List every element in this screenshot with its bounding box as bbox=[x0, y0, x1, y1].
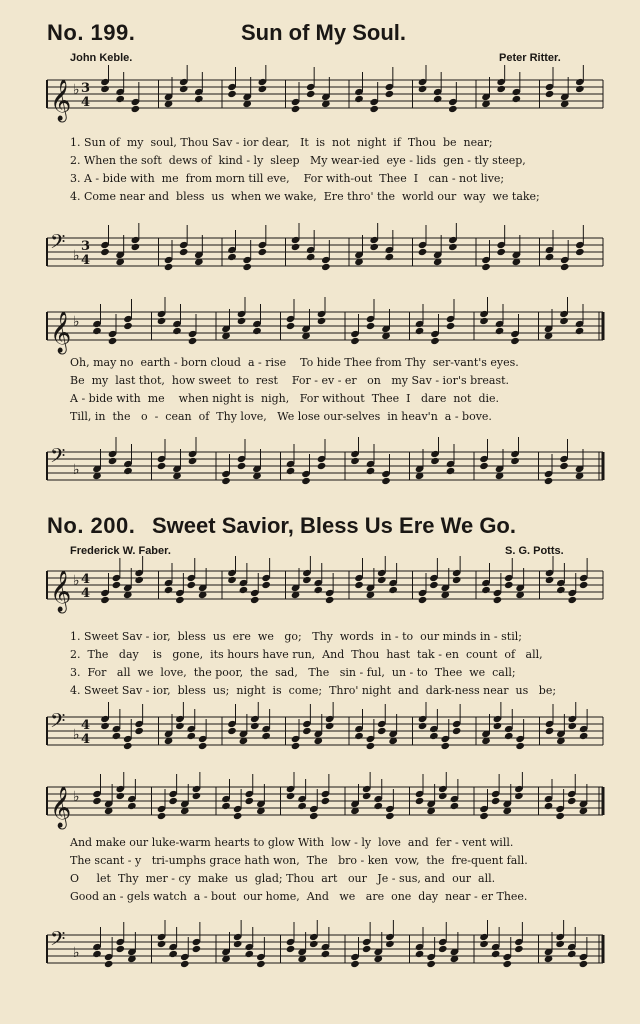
notehead bbox=[112, 732, 122, 740]
notehead bbox=[286, 792, 296, 800]
notehead bbox=[362, 792, 372, 800]
notehead bbox=[510, 457, 520, 465]
notehead bbox=[481, 263, 491, 271]
notehead bbox=[545, 253, 555, 261]
notehead bbox=[301, 477, 311, 485]
flat-key-icon: ♭ bbox=[73, 314, 80, 330]
time-signature-top: 3 bbox=[81, 239, 91, 254]
notehead bbox=[377, 576, 387, 584]
notehead bbox=[221, 802, 231, 810]
notehead bbox=[134, 727, 144, 735]
notehead bbox=[354, 95, 364, 103]
notehead bbox=[164, 586, 174, 594]
notehead bbox=[92, 797, 102, 805]
notehead bbox=[242, 263, 252, 271]
notehead bbox=[237, 317, 247, 325]
notehead bbox=[123, 742, 133, 750]
notehead bbox=[157, 462, 167, 470]
notehead bbox=[502, 960, 512, 968]
notehead bbox=[256, 960, 266, 968]
time-signature-bottom: 4 bbox=[81, 586, 91, 601]
notehead bbox=[252, 327, 262, 335]
notehead bbox=[567, 596, 577, 604]
notehead bbox=[496, 248, 506, 256]
notehead bbox=[286, 322, 296, 330]
hymn-199-number: No. 199. bbox=[47, 20, 136, 45]
notehead bbox=[479, 317, 489, 325]
notehead bbox=[115, 95, 125, 103]
notehead bbox=[227, 727, 237, 735]
notehead bbox=[385, 90, 395, 98]
flat-key-icon: ♭ bbox=[73, 82, 80, 98]
notehead bbox=[317, 462, 327, 470]
hymn-199-verse-3-line-2: A - bide with me when night is nigh, For without Thee I dare not die. bbox=[70, 392, 500, 405]
time-signature-bottom: 4 bbox=[81, 253, 91, 268]
time-signature-top: 4 bbox=[81, 718, 91, 733]
flat-key-icon: ♭ bbox=[73, 462, 80, 478]
notehead bbox=[373, 802, 383, 810]
notehead bbox=[180, 960, 190, 968]
notehead bbox=[291, 742, 301, 750]
notehead bbox=[115, 945, 125, 953]
bass-clef-icon: 𝄢 bbox=[50, 230, 66, 258]
notehead bbox=[321, 797, 331, 805]
notehead bbox=[560, 263, 570, 271]
notehead bbox=[168, 797, 178, 805]
notehead bbox=[261, 581, 271, 589]
hymn-200-title: Sweet Savior, Bless Us Ere We Go. bbox=[152, 513, 516, 538]
notehead bbox=[366, 467, 376, 475]
notehead bbox=[350, 457, 360, 465]
hymn-199-system-1-treble bbox=[0, 65, 640, 125]
hymn-200-author: Frederick W. Faber. bbox=[70, 545, 171, 557]
notehead bbox=[317, 317, 327, 325]
notehead bbox=[175, 722, 185, 730]
hymn-200-verse-2-line-2: The scant - y tri-umphs grace hath won, The bro - ken vow, the fre-quent fall. bbox=[70, 854, 528, 867]
notehead bbox=[362, 945, 372, 953]
notehead bbox=[244, 797, 254, 805]
hymn-199-system-2-treble bbox=[0, 297, 640, 357]
notehead bbox=[309, 812, 319, 820]
notehead bbox=[555, 940, 565, 948]
notehead bbox=[433, 95, 443, 103]
notehead bbox=[134, 576, 144, 584]
notehead bbox=[430, 337, 440, 345]
notehead bbox=[579, 960, 589, 968]
notehead bbox=[479, 940, 489, 948]
hymn-200-number: No. 200. bbox=[47, 513, 136, 538]
notehead bbox=[302, 727, 312, 735]
notehead bbox=[426, 960, 436, 968]
notehead bbox=[544, 802, 554, 810]
notehead bbox=[291, 105, 301, 113]
notehead bbox=[446, 467, 456, 475]
notehead bbox=[286, 467, 296, 475]
flat-key-icon: ♭ bbox=[73, 789, 80, 805]
hymn-199-author: John Keble. bbox=[70, 52, 133, 64]
hymn-199-verse-3-line-1: 3. A - bide with me from morn till eve, For with-out Thee I can - not live; bbox=[70, 172, 505, 185]
hymn-200-composer: S. G. Potts. bbox=[505, 545, 564, 557]
notehead bbox=[104, 960, 114, 968]
notehead bbox=[221, 477, 231, 485]
notehead bbox=[237, 462, 247, 470]
notehead bbox=[504, 732, 514, 740]
notehead bbox=[350, 337, 360, 345]
notehead bbox=[448, 105, 458, 113]
notehead bbox=[545, 576, 555, 584]
notehead bbox=[452, 727, 462, 735]
flat-key-icon: ♭ bbox=[73, 248, 80, 264]
treble-clef-icon: 𝄞 bbox=[50, 571, 72, 612]
notehead bbox=[123, 467, 133, 475]
notehead bbox=[354, 732, 364, 740]
notehead bbox=[157, 317, 167, 325]
notehead bbox=[233, 812, 243, 820]
notehead bbox=[545, 727, 555, 735]
notehead bbox=[297, 802, 307, 810]
notehead bbox=[381, 477, 391, 485]
notehead bbox=[556, 586, 566, 594]
hymn-200-verse-1-line-1: 1. Sweet Sav - ior, bless us ere we go; Thy words in - to our minds in - stil; bbox=[70, 630, 522, 643]
notehead bbox=[108, 457, 118, 465]
notehead bbox=[415, 797, 425, 805]
hymn-199-verse-2-line-2: Be my last thot, how sweet to rest For - ev - er on my Sav - ior's breast. bbox=[70, 374, 510, 387]
hymn-200-verse-1-line-2: And make our luke-warm hearts to glow With low - ly love and fer - vent will. bbox=[70, 836, 514, 849]
notehead bbox=[108, 337, 118, 345]
bass-clef-icon: 𝄢 bbox=[50, 927, 66, 955]
hymn-199-verse-1-line-1: 1. Sun of my soul, Thou Sav - ior dear, It is not night if Thou be near; bbox=[70, 136, 493, 149]
hymn-199-system-1-bass bbox=[0, 223, 640, 283]
bass-clef-icon: 𝄢 bbox=[50, 444, 66, 472]
notehead bbox=[429, 732, 439, 740]
notehead bbox=[388, 586, 398, 594]
notehead bbox=[415, 950, 425, 958]
notehead bbox=[172, 327, 182, 335]
notehead bbox=[567, 950, 577, 958]
notehead bbox=[366, 322, 376, 330]
notehead bbox=[369, 105, 379, 113]
notehead bbox=[321, 263, 331, 271]
notehead bbox=[377, 727, 387, 735]
hymn-200-verse-4-line-2: Good an - gels watch a - bout our home, And we are one day near - er Thee. bbox=[70, 890, 528, 903]
notehead bbox=[186, 732, 196, 740]
notehead bbox=[512, 95, 522, 103]
notehead bbox=[157, 940, 167, 948]
notehead bbox=[559, 317, 569, 325]
notehead bbox=[227, 90, 237, 98]
hymn-200-system-2-treble bbox=[0, 772, 640, 832]
notehead bbox=[175, 596, 185, 604]
notehead bbox=[250, 596, 260, 604]
hymn-199-verse-4-line-1: 4. Come near and bless us when we wake, Ere thro' the world our way we take; bbox=[70, 190, 540, 203]
notehead bbox=[188, 457, 198, 465]
notehead bbox=[366, 742, 376, 750]
hymn-199-verse-4-line-2: Till, in the o - cean of Thy love, We lose our-selves in heav'n a - bove. bbox=[70, 410, 492, 423]
time-signature-top: 3 bbox=[81, 81, 91, 96]
notehead bbox=[321, 950, 331, 958]
notehead bbox=[496, 85, 506, 93]
hymn-200-system-1-bass bbox=[0, 702, 640, 762]
notehead bbox=[239, 586, 249, 594]
hymn-199-verse-2-line-1: 2. When the soft dews of kind - ly sleep My wear-ied eye - lids gen - tly steep, bbox=[70, 154, 526, 167]
notehead bbox=[179, 248, 189, 256]
notehead bbox=[309, 940, 319, 948]
notehead bbox=[559, 462, 569, 470]
notehead bbox=[179, 85, 189, 93]
notehead bbox=[92, 327, 102, 335]
notehead bbox=[515, 742, 525, 750]
notehead bbox=[438, 945, 448, 953]
notehead bbox=[306, 253, 316, 261]
notehead bbox=[112, 581, 122, 589]
notehead bbox=[291, 243, 301, 251]
hymn-200-system-1-treble bbox=[0, 556, 640, 616]
notehead bbox=[418, 85, 428, 93]
notehead bbox=[188, 337, 198, 345]
notehead bbox=[491, 950, 501, 958]
notehead bbox=[440, 742, 450, 750]
notehead bbox=[127, 802, 137, 810]
notehead bbox=[164, 263, 174, 271]
notehead bbox=[429, 581, 439, 589]
notehead bbox=[258, 248, 268, 256]
notehead bbox=[430, 457, 440, 465]
notehead bbox=[418, 248, 428, 256]
notehead bbox=[302, 576, 312, 584]
notehead bbox=[567, 797, 577, 805]
hymn-199-composer: Peter Ritter. bbox=[499, 52, 561, 64]
flat-key-icon: ♭ bbox=[73, 945, 80, 961]
time-signature-bottom: 4 bbox=[81, 95, 91, 110]
notehead bbox=[194, 95, 204, 103]
notehead bbox=[354, 581, 364, 589]
notehead bbox=[131, 243, 141, 251]
notehead bbox=[418, 722, 428, 730]
notehead bbox=[192, 792, 202, 800]
notehead bbox=[575, 85, 585, 93]
notehead bbox=[493, 596, 503, 604]
notehead bbox=[385, 940, 395, 948]
notehead bbox=[438, 792, 448, 800]
notehead bbox=[446, 322, 456, 330]
notehead bbox=[479, 812, 489, 820]
hymn-200-verse-3-line-1: 3. For all we love, the poor, the sad, The sin - ful, un - to Thee we call; bbox=[70, 666, 516, 679]
hymn-200-system-2-bass bbox=[0, 920, 640, 980]
notehead bbox=[198, 742, 208, 750]
notehead bbox=[123, 322, 133, 330]
notehead bbox=[579, 732, 589, 740]
notehead bbox=[385, 812, 395, 820]
notehead bbox=[306, 90, 316, 98]
treble-clef-icon: 𝄞 bbox=[50, 787, 72, 828]
hymn-200-verse-4-line-1: 4. Sweet Sav - ior, bless us; night is come; Thro' night and dark-ness near us be; bbox=[70, 684, 557, 697]
notehead bbox=[100, 722, 110, 730]
notehead bbox=[233, 940, 243, 948]
notehead bbox=[92, 950, 102, 958]
notehead bbox=[575, 248, 585, 256]
notehead bbox=[286, 945, 296, 953]
notehead bbox=[579, 581, 589, 589]
notehead bbox=[131, 105, 141, 113]
notehead bbox=[244, 950, 254, 958]
notehead bbox=[261, 732, 271, 740]
notehead bbox=[100, 596, 110, 604]
notehead bbox=[186, 581, 196, 589]
notehead bbox=[418, 596, 428, 604]
notehead bbox=[514, 792, 524, 800]
hymn-200-verse-3-line-2: O let Thy mer - cy make us glad; Thou art our Je - sus, and our all. bbox=[70, 872, 496, 885]
notehead bbox=[544, 477, 554, 485]
notehead bbox=[493, 722, 503, 730]
notehead bbox=[192, 945, 202, 953]
notehead bbox=[100, 85, 110, 93]
notehead bbox=[481, 586, 491, 594]
notehead bbox=[115, 792, 125, 800]
notehead bbox=[491, 797, 501, 805]
notehead bbox=[415, 327, 425, 335]
notehead bbox=[545, 90, 555, 98]
hymn-200-verse-2-line-1: 2. The day is gone, its hours have run, And Thou hast tak - en count of all, bbox=[70, 648, 543, 661]
notehead bbox=[227, 576, 237, 584]
notehead bbox=[168, 950, 178, 958]
notehead bbox=[567, 722, 577, 730]
notehead bbox=[385, 253, 395, 261]
notehead bbox=[448, 243, 458, 251]
notehead bbox=[227, 253, 237, 261]
treble-clef-icon: 𝄞 bbox=[50, 80, 72, 121]
notehead bbox=[504, 581, 514, 589]
time-signature-bottom: 4 bbox=[81, 732, 91, 747]
time-signature-top: 4 bbox=[81, 572, 91, 587]
notehead bbox=[325, 722, 335, 730]
notehead bbox=[350, 960, 360, 968]
notehead bbox=[258, 85, 268, 93]
flat-key-icon: ♭ bbox=[73, 727, 80, 743]
notehead bbox=[450, 802, 460, 810]
notehead bbox=[313, 586, 323, 594]
flat-key-icon: ♭ bbox=[73, 573, 80, 589]
hymn-199-title: Sun of My Soul. bbox=[241, 20, 406, 45]
notehead bbox=[250, 722, 260, 730]
notehead bbox=[325, 596, 335, 604]
hymn-199-system-2-bass bbox=[0, 437, 640, 497]
notehead bbox=[452, 576, 462, 584]
notehead bbox=[157, 812, 167, 820]
notehead bbox=[479, 462, 489, 470]
notehead bbox=[100, 248, 110, 256]
notehead bbox=[495, 327, 505, 335]
notehead bbox=[555, 812, 565, 820]
notehead bbox=[369, 243, 379, 251]
notehead bbox=[514, 945, 524, 953]
hymn-199-verse-1-line-2: Oh, may no earth - born cloud a - rise To hide Thee from Thy ser-vant's eyes. bbox=[70, 356, 519, 369]
notehead bbox=[575, 327, 585, 335]
bass-clef-icon: 𝄢 bbox=[50, 709, 66, 737]
treble-clef-icon: 𝄞 bbox=[50, 312, 72, 353]
notehead bbox=[510, 337, 520, 345]
